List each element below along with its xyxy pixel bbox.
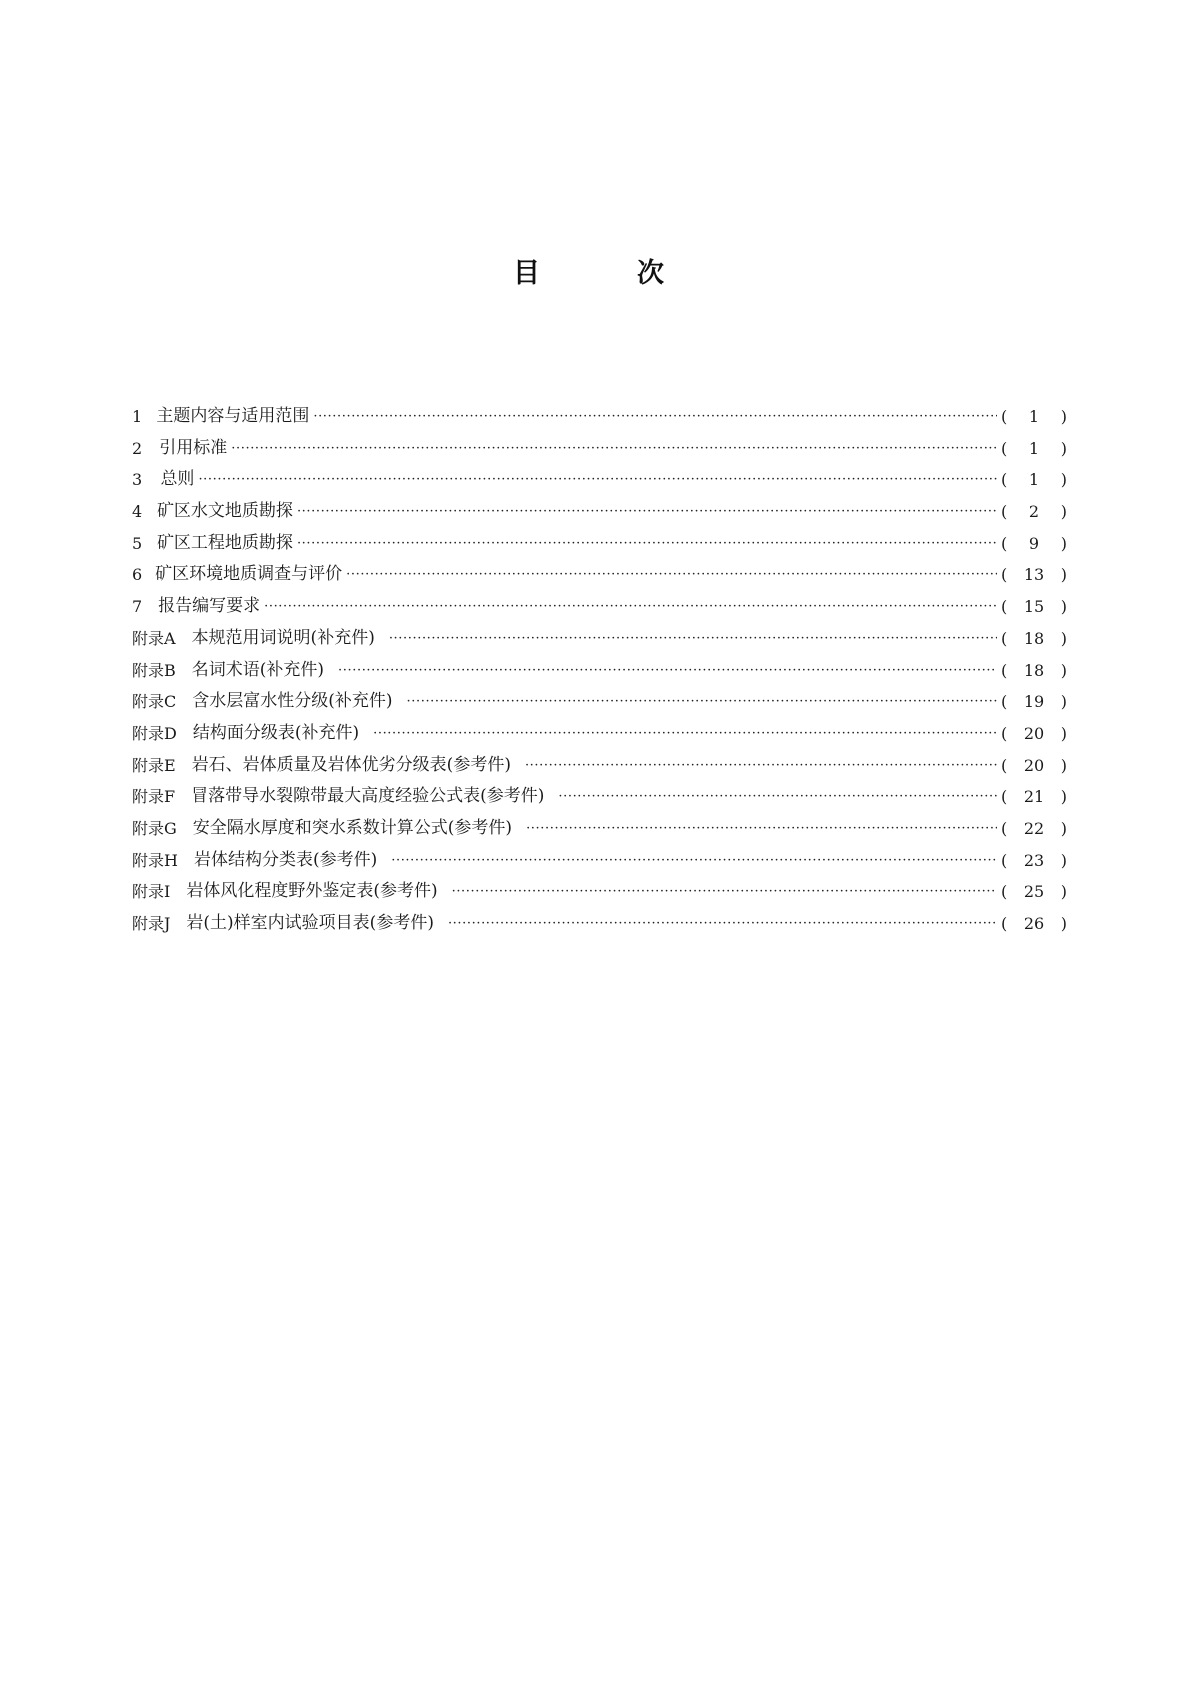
toc-entry-number: 7	[132, 597, 143, 617]
toc-appendix-label: 附录B	[132, 660, 176, 680]
toc-page-number: 25	[1023, 882, 1045, 902]
toc-leader-dots	[407, 686, 997, 718]
toc-page-number: 20	[1023, 723, 1045, 743]
toc-page-number: 20	[1023, 755, 1045, 775]
toc-entry-title: 矿区工程地质勘探	[156, 532, 293, 553]
table-of-contents	[132, 401, 1067, 940]
toc-entry-page: ( 20 )	[1001, 750, 1067, 782]
toc-leader-dots	[346, 559, 997, 591]
toc-entry-title: 矿区环境地质调查与评价	[155, 564, 343, 585]
toc-leader-dots	[313, 401, 997, 433]
toc-entry-title: 岩体风化程度野外鉴定表(参考件)	[186, 881, 438, 902]
toc-page-number: 18	[1023, 660, 1045, 680]
toc-entry-page: ( 15 )	[1001, 591, 1067, 623]
toc-leader-dots	[264, 591, 997, 623]
toc-entry-title: 主题内容与适用范围	[156, 406, 310, 426]
toc-page-number: 9	[1028, 533, 1040, 553]
toc-entry-page: ( 19 )	[1001, 686, 1067, 718]
toc-leader-dots	[389, 623, 997, 655]
page-title	[0, 256, 1191, 296]
toc-entry	[132, 559, 1067, 591]
toc-appendix-label: 附录D	[132, 723, 177, 743]
toc-entry	[132, 591, 1067, 623]
toc-appendix-entry	[132, 876, 1067, 908]
toc-entry-page: ( 26 )	[1001, 908, 1067, 940]
toc-entry	[132, 433, 1067, 465]
toc-entry-title: 含水层富水性分级(补充件)	[192, 691, 393, 712]
toc-leader-dots	[297, 496, 997, 528]
toc-entry-number: 3	[132, 470, 143, 490]
toc-entry-page: ( 18 )	[1001, 623, 1067, 655]
toc-appendix-entry	[132, 908, 1067, 940]
toc-page-number: 26	[1023, 914, 1045, 933]
toc-entry-page: ( 25 )	[1001, 876, 1067, 908]
toc-appendix-entry	[132, 781, 1067, 813]
toc-page-number: 22	[1023, 818, 1045, 838]
toc-appendix-label: 附录I	[132, 882, 171, 902]
toc-page-number: 2	[1028, 502, 1040, 522]
toc-page-number: 1	[1028, 407, 1040, 426]
toc-entry-page: ( 9 )	[1001, 528, 1067, 560]
toc-page-number: 18	[1023, 628, 1045, 648]
toc-entry-page: ( 1 )	[1001, 401, 1067, 433]
toc-appendix-label: 附录E	[132, 755, 176, 775]
toc-entry-page: ( 1 )	[1001, 433, 1067, 465]
toc-leader-dots	[338, 655, 997, 687]
toc-entry	[132, 528, 1067, 560]
toc-page-number: 1	[1028, 470, 1040, 490]
toc-appendix-label: 附录C	[132, 692, 177, 712]
toc-entry-title: 岩(土)样室内试验项目表(参考件)	[186, 913, 434, 933]
toc-leader-dots	[448, 908, 997, 940]
toc-leader-dots	[452, 876, 997, 908]
toc-entry-number: 4	[132, 502, 143, 522]
toc-entry-title: 结构面分级表(补充件)	[192, 722, 360, 743]
toc-entry-number: 1	[132, 407, 143, 426]
toc-entry-number: 6	[132, 565, 143, 585]
toc-entry-page: ( 13 )	[1001, 559, 1067, 591]
toc-entry-page: ( 20 )	[1001, 718, 1067, 750]
toc-appendix-label: 附录A	[132, 628, 176, 648]
toc-appendix-entry	[132, 655, 1067, 687]
toc-appendix-entry	[132, 623, 1067, 655]
toc-page-number: 15	[1023, 597, 1045, 617]
toc-appendix-entry	[132, 718, 1067, 750]
toc-leader-dots	[526, 813, 997, 845]
toc-entry-page: ( 1 )	[1001, 464, 1067, 496]
toc-page-number: 1	[1028, 438, 1040, 458]
toc-entry-title: 安全隔水厚度和突水系数计算公式(参考件)	[192, 817, 513, 838]
toc-leader-dots	[558, 781, 997, 813]
toc-appendix-label: 附录H	[132, 850, 178, 870]
toc-appendix-entry	[132, 750, 1067, 782]
toc-entry-title: 岩石、岩体质量及岩体优劣分级表(参考件)	[191, 754, 511, 775]
toc-leader-dots	[297, 528, 997, 560]
toc-entry-title: 本规范用词说明(补充件)	[191, 627, 375, 648]
title-char-1: 目	[513, 258, 540, 289]
toc-leader-dots	[198, 464, 997, 496]
toc-page-number: 23	[1023, 850, 1045, 870]
toc-appendix-entry	[132, 813, 1067, 845]
toc-leader-dots	[373, 718, 997, 750]
toc-page-number: 19	[1023, 692, 1045, 712]
toc-entry	[132, 496, 1067, 528]
toc-entry-number: 2	[132, 438, 143, 458]
toc-entry-title: 总则	[160, 469, 195, 490]
toc-appendix-label: 附录G	[132, 818, 177, 838]
toc-appendix-entry	[132, 686, 1067, 718]
toc-appendix-entry	[132, 845, 1067, 877]
toc-entry-title: 冒落带导水裂隙带最大高度经验公式表(参考件)	[191, 786, 545, 807]
toc-appendix-label: 附录F	[132, 787, 176, 807]
toc-entry-page: ( 22 )	[1001, 813, 1067, 845]
toc-entry	[132, 464, 1067, 496]
toc-entry-page: ( 23 )	[1001, 845, 1067, 877]
toc-page-number: 21	[1023, 787, 1045, 807]
toc-entry-title: 引用标准	[159, 437, 228, 458]
toc-entry-title: 矿区水文地质勘探	[156, 501, 293, 522]
toc-entry	[132, 401, 1067, 433]
toc-entry-title: 报告编写要求	[158, 596, 261, 617]
toc-entry-number: 5	[132, 533, 143, 553]
toc-appendix-label: 附录J	[132, 914, 171, 933]
toc-leader-dots	[231, 433, 997, 465]
toc-entry-page: ( 21 )	[1001, 781, 1067, 813]
toc-page-number: 13	[1023, 565, 1045, 585]
toc-leader-dots	[391, 845, 997, 877]
toc-entry-page: ( 2 )	[1001, 496, 1067, 528]
toc-entry-page: ( 18 )	[1001, 655, 1067, 687]
toc-leader-dots	[525, 750, 997, 782]
toc-entry-title: 名词术语(补充件)	[191, 659, 325, 680]
title-char-2: 次	[637, 258, 664, 289]
toc-entry-title: 岩体结构分类表(参考件)	[193, 849, 378, 870]
